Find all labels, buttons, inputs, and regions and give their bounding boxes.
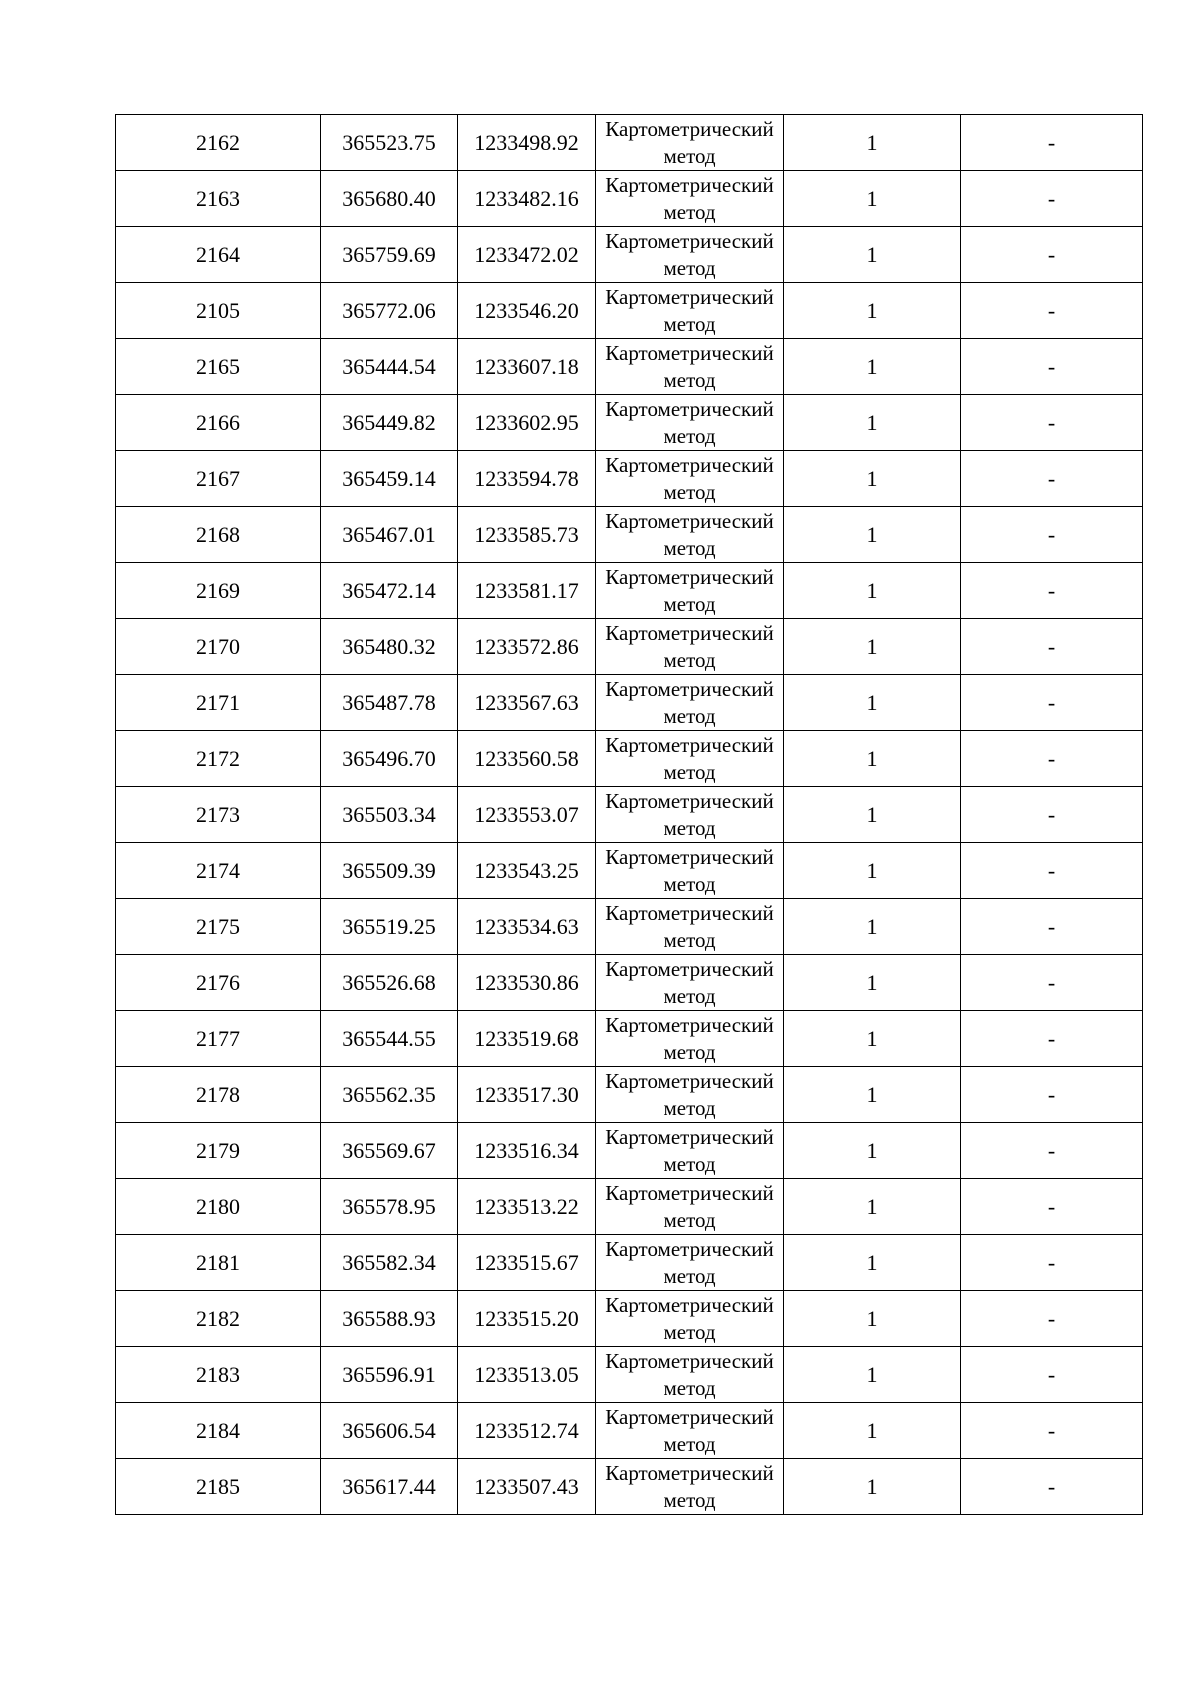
y-coordinate-cell: 1233513.05 bbox=[458, 1347, 596, 1403]
description-cell: - bbox=[961, 283, 1143, 339]
method-cell: Картометрический метод bbox=[596, 227, 784, 283]
description-cell: - bbox=[961, 1235, 1143, 1291]
accuracy-cell: 1 bbox=[784, 1347, 961, 1403]
y-coordinate-cell: 1233498.92 bbox=[458, 115, 596, 171]
point-number-cell: 2162 bbox=[116, 115, 321, 171]
y-coordinate-cell: 1233607.18 bbox=[458, 339, 596, 395]
table-row bbox=[116, 1011, 1143, 1067]
x-coordinate-cell: 365444.54 bbox=[321, 339, 458, 395]
x-coordinate-cell: 365772.06 bbox=[321, 283, 458, 339]
point-number-cell: 2105 bbox=[116, 283, 321, 339]
table-row bbox=[116, 171, 1143, 227]
method-cell: Картометрический метод bbox=[596, 395, 784, 451]
y-coordinate-cell: 1233516.34 bbox=[458, 1123, 596, 1179]
method-cell: Картометрический метод bbox=[596, 899, 784, 955]
accuracy-cell: 1 bbox=[784, 171, 961, 227]
accuracy-cell: 1 bbox=[784, 899, 961, 955]
method-cell: Картометрический метод bbox=[596, 171, 784, 227]
method-cell: Картометрический метод bbox=[596, 1291, 784, 1347]
table-row bbox=[116, 395, 1143, 451]
table-row bbox=[116, 1347, 1143, 1403]
y-coordinate-cell: 1233581.17 bbox=[458, 563, 596, 619]
table-row bbox=[116, 619, 1143, 675]
point-number-cell: 2169 bbox=[116, 563, 321, 619]
table-row bbox=[116, 843, 1143, 899]
accuracy-cell: 1 bbox=[784, 395, 961, 451]
description-cell: - bbox=[961, 1347, 1143, 1403]
y-coordinate-cell: 1233594.78 bbox=[458, 451, 596, 507]
y-coordinate-cell: 1233560.58 bbox=[458, 731, 596, 787]
description-cell: - bbox=[961, 1459, 1143, 1515]
point-number-cell: 2177 bbox=[116, 1011, 321, 1067]
x-coordinate-cell: 365459.14 bbox=[321, 451, 458, 507]
accuracy-cell: 1 bbox=[784, 1403, 961, 1459]
coordinates-table bbox=[115, 114, 1143, 1515]
table-row bbox=[116, 283, 1143, 339]
table-body bbox=[116, 115, 1143, 1515]
x-coordinate-cell: 365544.55 bbox=[321, 1011, 458, 1067]
description-cell: - bbox=[961, 395, 1143, 451]
method-cell: Картометрический метод bbox=[596, 1347, 784, 1403]
description-cell: - bbox=[961, 1403, 1143, 1459]
x-coordinate-cell: 365472.14 bbox=[321, 563, 458, 619]
point-number-cell: 2164 bbox=[116, 227, 321, 283]
description-cell: - bbox=[961, 955, 1143, 1011]
method-cell: Картометрический метод bbox=[596, 115, 784, 171]
x-coordinate-cell: 365596.91 bbox=[321, 1347, 458, 1403]
y-coordinate-cell: 1233517.30 bbox=[458, 1067, 596, 1123]
table-row bbox=[116, 787, 1143, 843]
description-cell: - bbox=[961, 1011, 1143, 1067]
table-row bbox=[116, 731, 1143, 787]
method-cell: Картометрический метод bbox=[596, 675, 784, 731]
description-cell: - bbox=[961, 171, 1143, 227]
x-coordinate-cell: 365523.75 bbox=[321, 115, 458, 171]
x-coordinate-cell: 365519.25 bbox=[321, 899, 458, 955]
y-coordinate-cell: 1233534.63 bbox=[458, 899, 596, 955]
y-coordinate-cell: 1233512.74 bbox=[458, 1403, 596, 1459]
y-coordinate-cell: 1233567.63 bbox=[458, 675, 596, 731]
point-number-cell: 2174 bbox=[116, 843, 321, 899]
x-coordinate-cell: 365480.32 bbox=[321, 619, 458, 675]
table-row bbox=[116, 1067, 1143, 1123]
x-coordinate-cell: 365606.54 bbox=[321, 1403, 458, 1459]
y-coordinate-cell: 1233530.86 bbox=[458, 955, 596, 1011]
table-row bbox=[116, 451, 1143, 507]
table-row bbox=[116, 1235, 1143, 1291]
x-coordinate-cell: 365467.01 bbox=[321, 507, 458, 563]
y-coordinate-cell: 1233553.07 bbox=[458, 787, 596, 843]
y-coordinate-cell: 1233572.86 bbox=[458, 619, 596, 675]
point-number-cell: 2181 bbox=[116, 1235, 321, 1291]
y-coordinate-cell: 1233515.20 bbox=[458, 1291, 596, 1347]
point-number-cell: 2166 bbox=[116, 395, 321, 451]
description-cell: - bbox=[961, 115, 1143, 171]
description-cell: - bbox=[961, 227, 1143, 283]
table-row bbox=[116, 1179, 1143, 1235]
table-row bbox=[116, 1291, 1143, 1347]
accuracy-cell: 1 bbox=[784, 1235, 961, 1291]
point-number-cell: 2163 bbox=[116, 171, 321, 227]
accuracy-cell: 1 bbox=[784, 1011, 961, 1067]
method-cell: Картометрический метод bbox=[596, 283, 784, 339]
table-row bbox=[116, 1123, 1143, 1179]
y-coordinate-cell: 1233543.25 bbox=[458, 843, 596, 899]
y-coordinate-cell: 1233482.16 bbox=[458, 171, 596, 227]
method-cell: Картометрический метод bbox=[596, 1403, 784, 1459]
point-number-cell: 2167 bbox=[116, 451, 321, 507]
x-coordinate-cell: 365582.34 bbox=[321, 1235, 458, 1291]
method-cell: Картометрический метод bbox=[596, 451, 784, 507]
point-number-cell: 2175 bbox=[116, 899, 321, 955]
point-number-cell: 2183 bbox=[116, 1347, 321, 1403]
accuracy-cell: 1 bbox=[784, 563, 961, 619]
accuracy-cell: 1 bbox=[784, 1291, 961, 1347]
table-row bbox=[116, 955, 1143, 1011]
method-cell: Картометрический метод bbox=[596, 955, 784, 1011]
accuracy-cell: 1 bbox=[784, 731, 961, 787]
x-coordinate-cell: 365588.93 bbox=[321, 1291, 458, 1347]
description-cell: - bbox=[961, 1179, 1143, 1235]
accuracy-cell: 1 bbox=[784, 955, 961, 1011]
point-number-cell: 2176 bbox=[116, 955, 321, 1011]
method-cell: Картометрический метод bbox=[596, 1179, 784, 1235]
point-number-cell: 2170 bbox=[116, 619, 321, 675]
accuracy-cell: 1 bbox=[784, 1179, 961, 1235]
point-number-cell: 2178 bbox=[116, 1067, 321, 1123]
accuracy-cell: 1 bbox=[784, 1067, 961, 1123]
accuracy-cell: 1 bbox=[784, 1123, 961, 1179]
method-cell: Картометрический метод bbox=[596, 787, 784, 843]
description-cell: - bbox=[961, 507, 1143, 563]
y-coordinate-cell: 1233602.95 bbox=[458, 395, 596, 451]
method-cell: Картометрический метод bbox=[596, 339, 784, 395]
accuracy-cell: 1 bbox=[784, 1459, 961, 1515]
point-number-cell: 2172 bbox=[116, 731, 321, 787]
description-cell: - bbox=[961, 563, 1143, 619]
accuracy-cell: 1 bbox=[784, 619, 961, 675]
table-row bbox=[116, 339, 1143, 395]
point-number-cell: 2184 bbox=[116, 1403, 321, 1459]
method-cell: Картометрический метод bbox=[596, 731, 784, 787]
point-number-cell: 2171 bbox=[116, 675, 321, 731]
method-cell: Картометрический метод bbox=[596, 1011, 784, 1067]
description-cell: - bbox=[961, 899, 1143, 955]
method-cell: Картометрический метод bbox=[596, 563, 784, 619]
method-cell: Картометрический метод bbox=[596, 619, 784, 675]
accuracy-cell: 1 bbox=[784, 843, 961, 899]
x-coordinate-cell: 365562.35 bbox=[321, 1067, 458, 1123]
description-cell: - bbox=[961, 787, 1143, 843]
x-coordinate-cell: 365503.34 bbox=[321, 787, 458, 843]
accuracy-cell: 1 bbox=[784, 675, 961, 731]
table-row bbox=[116, 1403, 1143, 1459]
accuracy-cell: 1 bbox=[784, 507, 961, 563]
accuracy-cell: 1 bbox=[784, 451, 961, 507]
method-cell: Картометрический метод bbox=[596, 1459, 784, 1515]
point-number-cell: 2180 bbox=[116, 1179, 321, 1235]
y-coordinate-cell: 1233507.43 bbox=[458, 1459, 596, 1515]
x-coordinate-cell: 365449.82 bbox=[321, 395, 458, 451]
table-row bbox=[116, 115, 1143, 171]
description-cell: - bbox=[961, 675, 1143, 731]
description-cell: - bbox=[961, 843, 1143, 899]
method-cell: Картометрический метод bbox=[596, 507, 784, 563]
accuracy-cell: 1 bbox=[784, 339, 961, 395]
description-cell: - bbox=[961, 1123, 1143, 1179]
point-number-cell: 2173 bbox=[116, 787, 321, 843]
method-cell: Картометрический метод bbox=[596, 843, 784, 899]
table-row bbox=[116, 563, 1143, 619]
table-row bbox=[116, 899, 1143, 955]
table-row bbox=[116, 675, 1143, 731]
x-coordinate-cell: 365487.78 bbox=[321, 675, 458, 731]
description-cell: - bbox=[961, 619, 1143, 675]
y-coordinate-cell: 1233519.68 bbox=[458, 1011, 596, 1067]
method-cell: Картометрический метод bbox=[596, 1235, 784, 1291]
y-coordinate-cell: 1233472.02 bbox=[458, 227, 596, 283]
x-coordinate-cell: 365617.44 bbox=[321, 1459, 458, 1515]
accuracy-cell: 1 bbox=[784, 227, 961, 283]
description-cell: - bbox=[961, 1067, 1143, 1123]
point-number-cell: 2185 bbox=[116, 1459, 321, 1515]
x-coordinate-cell: 365578.95 bbox=[321, 1179, 458, 1235]
point-number-cell: 2182 bbox=[116, 1291, 321, 1347]
table-row bbox=[116, 507, 1143, 563]
y-coordinate-cell: 1233546.20 bbox=[458, 283, 596, 339]
table-row bbox=[116, 1459, 1143, 1515]
y-coordinate-cell: 1233515.67 bbox=[458, 1235, 596, 1291]
description-cell: - bbox=[961, 1291, 1143, 1347]
description-cell: - bbox=[961, 451, 1143, 507]
x-coordinate-cell: 365526.68 bbox=[321, 955, 458, 1011]
point-number-cell: 2165 bbox=[116, 339, 321, 395]
y-coordinate-cell: 1233513.22 bbox=[458, 1179, 596, 1235]
accuracy-cell: 1 bbox=[784, 787, 961, 843]
description-cell: - bbox=[961, 731, 1143, 787]
accuracy-cell: 1 bbox=[784, 115, 961, 171]
point-number-cell: 2168 bbox=[116, 507, 321, 563]
x-coordinate-cell: 365759.69 bbox=[321, 227, 458, 283]
description-cell: - bbox=[961, 339, 1143, 395]
y-coordinate-cell: 1233585.73 bbox=[458, 507, 596, 563]
method-cell: Картометрический метод bbox=[596, 1123, 784, 1179]
method-cell: Картометрический метод bbox=[596, 1067, 784, 1123]
x-coordinate-cell: 365680.40 bbox=[321, 171, 458, 227]
table-row bbox=[116, 227, 1143, 283]
x-coordinate-cell: 365569.67 bbox=[321, 1123, 458, 1179]
x-coordinate-cell: 365496.70 bbox=[321, 731, 458, 787]
point-number-cell: 2179 bbox=[116, 1123, 321, 1179]
accuracy-cell: 1 bbox=[784, 283, 961, 339]
x-coordinate-cell: 365509.39 bbox=[321, 843, 458, 899]
